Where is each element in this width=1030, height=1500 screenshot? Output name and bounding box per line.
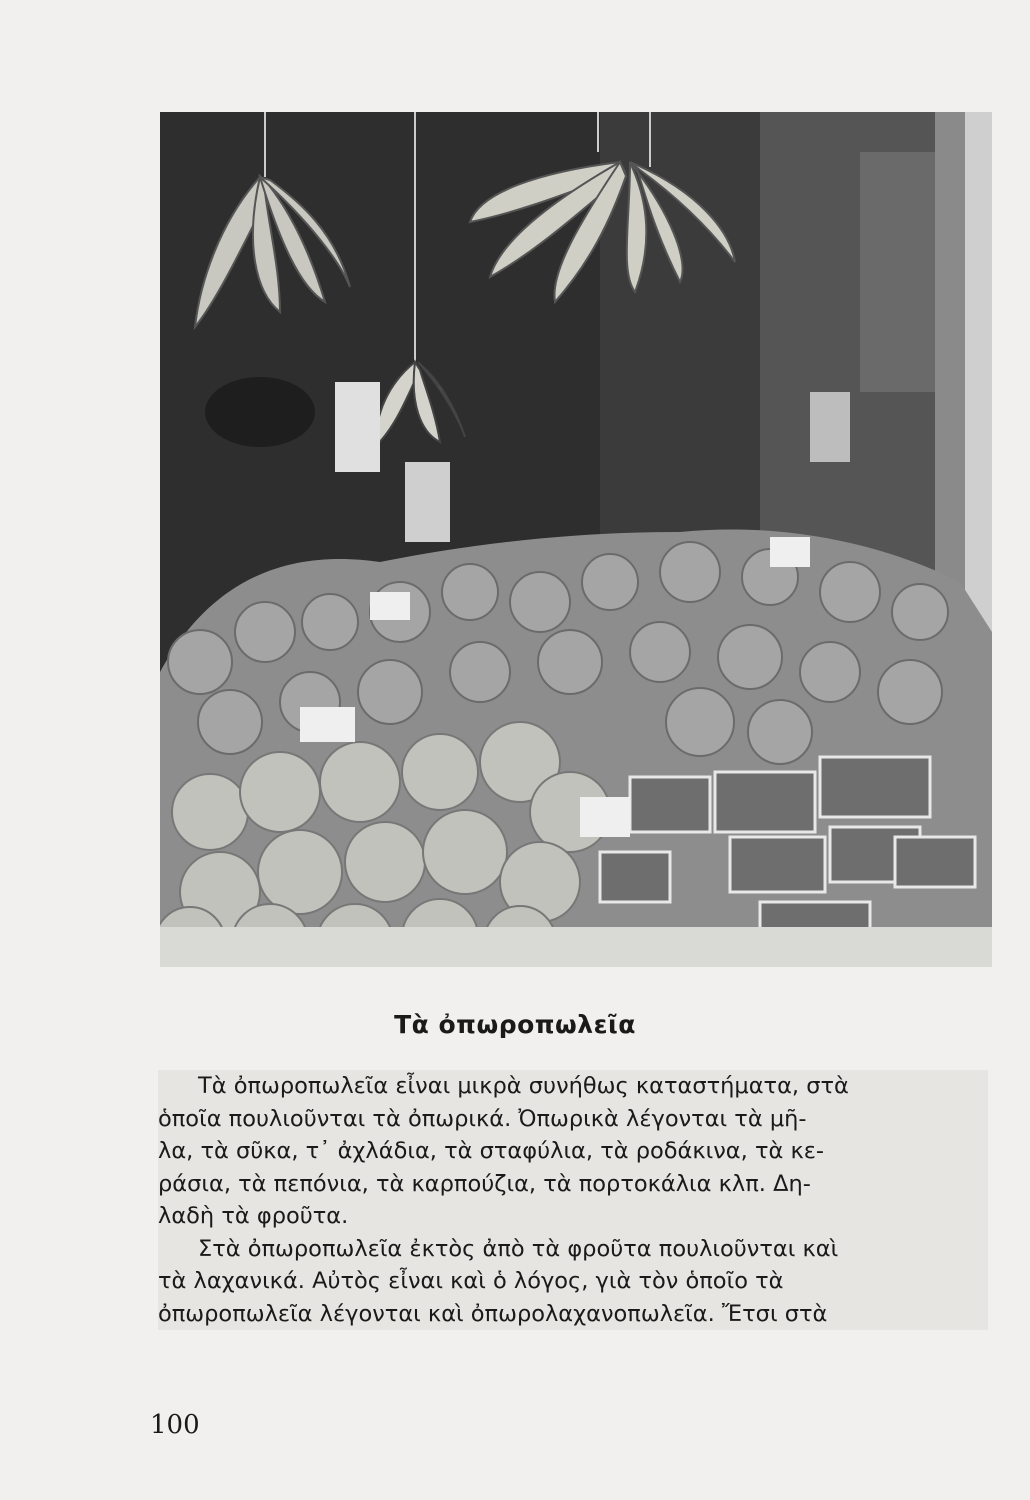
text-line: λαδὴ τὰ φροῦτα.	[158, 1203, 349, 1229]
text-line: Τὰ ὀπωροπωλεῖα εἶναι μικρὰ συνήθως καταστήματα, στὰ	[198, 1073, 849, 1099]
body-text	[158, 1070, 988, 1330]
fruit-stall-photo	[160, 112, 992, 967]
text-line: ὁποῖα πουλιοῦνται τὰ ὀπωρικά. Ὀπωρικὰ λέγονται τὰ μῆ-	[158, 1105, 807, 1132]
text-line: Στὰ ὀπωροπωλεῖα ἐκτὸς ἀπὸ τὰ φροῦτα πουλιοῦνται καὶ	[198, 1235, 839, 1262]
page-number: 100	[150, 1410, 200, 1440]
photo-caption: Τὰ ὀπωροπωλεῖα	[394, 1010, 636, 1039]
text-line: ράσια, τὰ πεπόνια, τὰ καρπούζια, τὰ πορτοκάλια κλπ. Δη-	[158, 1170, 811, 1197]
text-line: τὰ λαχανικά. Αὐτὸς εἶναι καὶ ὁ λόγος, γιὰ τὸν ὁποῖο τὰ	[158, 1268, 784, 1294]
text-line: ὀπωροπωλεῖα λέγονται καὶ ὀπωρολαχανοπωλεῖα. Ἔτσι στὰ	[158, 1300, 828, 1327]
text-line: λα, τὰ σῦκα, τ᾽ ἀχλάδια, τὰ σταφύλια, τὰ ροδάκινα, τὰ κε-	[158, 1138, 825, 1164]
